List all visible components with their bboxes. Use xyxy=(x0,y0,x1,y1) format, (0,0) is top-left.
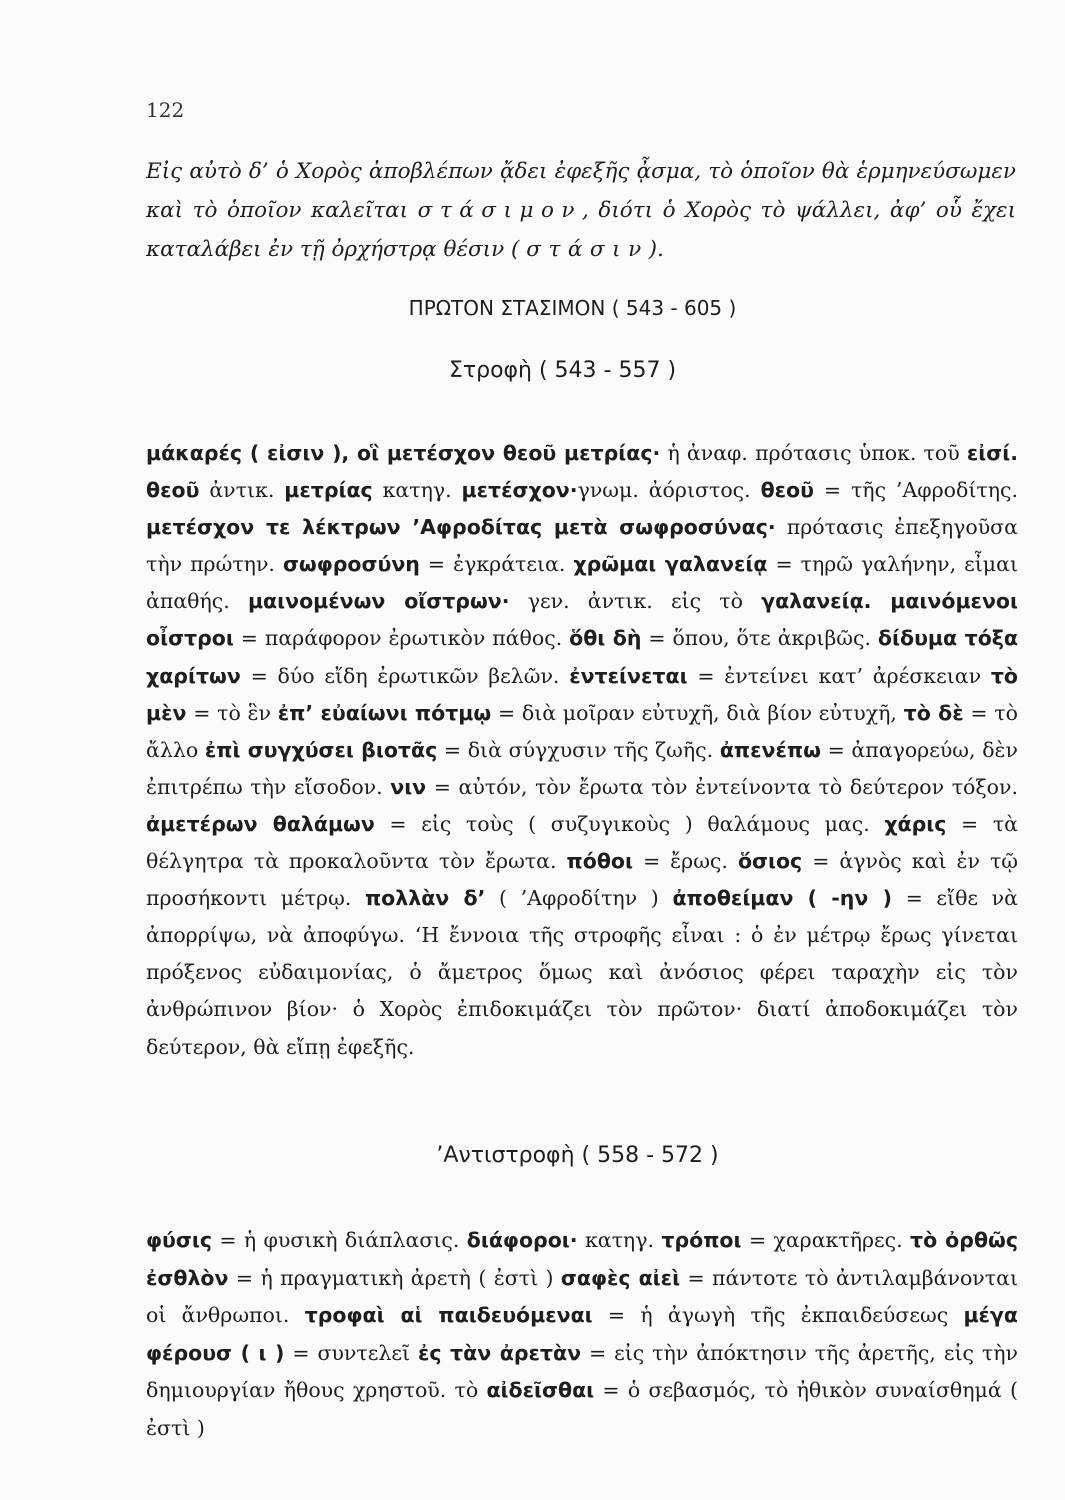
lemma: τὸ ὀρθῶς ἐσθλὸν xyxy=(146,1228,1018,1290)
lemma: θεοῦ xyxy=(760,478,814,503)
lemma: ὅθι δὴ xyxy=(569,626,642,651)
gloss: = ἡ φυσικὴ διάπλασις. xyxy=(211,1228,467,1252)
gloss: κατηγ. xyxy=(577,1228,662,1252)
gloss: = πάντοτε τὸ ἀντιλαμβάνονται οἱ ἄνθρωποι. xyxy=(146,1265,1018,1327)
lemma: σωφροσύνη xyxy=(282,552,420,577)
gloss: = τῆς ’Αφροδίτης. xyxy=(814,478,1019,503)
commentary-paragraph xyxy=(146,1222,1018,1447)
intro-text: Εἰς αὐτὸ δ’ ὁ Χορὸς ἀποβλέπων ᾄδει ἐφεξῆς ᾆσμα, τὸ ὁποῖον θὰ ἑρμηνεύσωμεν καὶ τὸ ὁποῖον καλεῖται xyxy=(146,159,1016,223)
page-number: 122 xyxy=(146,98,185,122)
gloss: = ἐντείνει κατ’ ἀρέσκειαν xyxy=(687,663,991,688)
lemma: ἐντείνεται xyxy=(569,663,688,688)
gloss: = παράφορον ἐρωτικὸν πάθος. xyxy=(233,626,570,651)
lemma: πόθοι xyxy=(566,849,633,874)
gloss: = εἰς τὴν ἀπόκτησιν τῆς ἀρετῆς, εἰς τὴν δημιουργίαν ἤθους χρηστοῦ. τὸ xyxy=(146,1340,1018,1402)
lemma: τροφαὶ αἱ παιδευόμεναι xyxy=(304,1303,593,1327)
lemma: φύσις xyxy=(146,1228,212,1252)
gloss: = ἁγνὸς καὶ ἐν τῷ προσήκοντι μέτρῳ. xyxy=(146,849,1019,911)
antistrophe-commentary xyxy=(146,1222,1018,1447)
gloss: ἡ ἀναφ. πρότασις ὑποκ. τοῦ xyxy=(660,441,967,465)
intro-text: , διότι ὁ Χορὸς τὸ ψάλλει, ἀφ’ οὗ ἔχει καταλάβει ἐν τῇ ὀρχήστρᾳ θέσιν ( xyxy=(146,198,1016,262)
lemma: γαλανείᾳ. μαινόμενοι οἶστροι xyxy=(146,589,1018,651)
lemma: μαινομένων οἴστρων· xyxy=(247,589,510,614)
gloss: γνωμ. ἀόριστος. xyxy=(577,478,761,503)
gloss: = δύο εἴδη ἐρωτικῶν βελῶν. xyxy=(240,663,570,688)
gloss: = ἀπαγορεύω, δὲν ἐπιτρέπω τὴν εἴσοδον. xyxy=(146,737,1018,799)
lemma: δίδυμα τόξα χαρίτων xyxy=(146,626,1018,688)
gloss: = εἴθε νὰ ἀπορρίψω, νὰ ἀποφύγω. ‘Η ἔννοια τῆς στροφῆς εἶναι : ὁ ἐν μέτρῳ ἔρως γίνεται πρόξενος εὐδαιμονίας, ὁ ἄμετρος ὅμως καὶ ἀνόσιος φέρει ταραχὴν εἰς τὸν ἀνθρώπινον βίον· ὁ Χορὸς ἐπιδοκιμάζει τὸν πρῶτον· διατί ἀποδοκιμάζει τὸν δεύτερον, θὰ εἴπῃ ἐφεξῆς. xyxy=(146,886,1018,1059)
gloss: ( ’Αφροδίτην ) xyxy=(485,886,673,911)
gloss: = χαρακτῆρες. xyxy=(741,1228,911,1252)
lemma: διάφοροι· xyxy=(466,1228,578,1252)
lemma: ἀποθείμαν ( -ην ) xyxy=(672,886,892,911)
lemma: ἀμετέρων θαλάμων xyxy=(146,811,375,836)
intro-text: ). xyxy=(648,237,664,262)
gloss: = τὸ ἓν xyxy=(186,700,278,725)
gloss: = ἡ ἀγωγὴ τῆς ἐκπαιδεύσεως xyxy=(592,1303,964,1327)
lemma: ὅσιος xyxy=(737,849,803,874)
gloss: = ὅπου, ὅτε ἀκριβῶς. xyxy=(641,626,878,651)
commentary-paragraph xyxy=(146,435,1018,1066)
gloss: = τὸ ἄλλο xyxy=(146,700,1018,762)
gloss: = ὁ σεβασμός, τὸ ἠθικὸν συναίσθημά ( ἐστὶ ) xyxy=(146,1378,1018,1440)
intro-term-stasin: στάσιν xyxy=(526,237,649,262)
lemma: αἰδεῖσθαι xyxy=(486,1378,595,1402)
lemma: μετρίας xyxy=(284,478,373,503)
lemma: νιν xyxy=(390,774,427,799)
lemma: τὸ μὲν xyxy=(146,663,1018,725)
lemma: μετέσχον τε λέκτρων ’Αφροδίτας μετὰ σωφροσύνας· xyxy=(146,515,776,540)
lemma: τρόποι xyxy=(661,1228,742,1252)
gloss: = διὰ σύγχυσιν τῆς ζωῆς. xyxy=(437,737,720,762)
lemma: πολλὰν δ’ xyxy=(364,886,486,911)
gloss: ἀντικ. xyxy=(199,478,285,503)
lemma: μετέσχον· xyxy=(461,478,578,503)
lemma: τὸ δὲ xyxy=(903,700,964,725)
lemma: ἐς τὰν ἀρετὰν xyxy=(417,1340,582,1365)
lemma: χρῶμαι γαλανείᾳ xyxy=(573,552,768,577)
gloss: = ἐγκράτεια. xyxy=(419,552,574,577)
strophe-heading: Στροφὴ ( 543 - 557 ) xyxy=(448,358,677,383)
gloss: κατηγ. xyxy=(372,478,462,503)
lemma: σαφὲς αἰεὶ xyxy=(560,1265,681,1290)
gloss: = συντελεῖ xyxy=(284,1340,418,1365)
gloss: = αὐτόν, τὸν ἔρωτα τὸν ἐντείνοντα τὸ δεύτερον τόξον. xyxy=(426,774,1018,799)
lemma: ἀπενέπω xyxy=(719,737,821,762)
gloss: = ἡ πραγματικὴ ἀρετὴ ( ἐστὶ ) xyxy=(228,1265,561,1290)
intro-term-stasimon: στάσιμον xyxy=(417,198,583,223)
stasimon-heading: ΠΡΩΤΟΝ ΣΤΑΣΙΜΟΝ ( 543 - 605 ) xyxy=(408,296,737,320)
strophe-commentary xyxy=(146,435,1018,1066)
gloss: πρότασις ἐπεξηγοῦσα τὴν πρώτην. xyxy=(146,515,1018,577)
lemma: μέγα φέρουσ ( ι ) xyxy=(146,1303,1018,1365)
gloss: = ἔρως. xyxy=(632,849,738,874)
gloss: = τηρῶ γαλήνην, εἶμαι ἀπαθής. xyxy=(146,552,1018,614)
lemma: χάρις xyxy=(884,811,947,836)
lemma: μάκαρές ( εἰσιν ), οἳ μετέσχον θεοῦ μετρίας· xyxy=(146,441,661,465)
antistrophe-heading: ’Αντιστροφὴ ( 558 - 572 ) xyxy=(436,1143,719,1168)
gloss: = τὰ θέλγητρα τὰ προκαλοῦντα τὸν ἔρωτα. xyxy=(146,811,1018,874)
intro-paragraph xyxy=(146,152,1016,269)
gloss: = εἰς τοὺς ( συζυγικοὺς ) θαλάμους μας. xyxy=(374,811,885,836)
gloss: = διὰ μοῖραν εὐτυχῆ, διὰ βίον εὐτυχῆ, xyxy=(491,700,904,725)
lemma: ἐπὶ συγχύσει βιοτᾶς xyxy=(204,737,438,762)
lemma: εἰσί. θεοῦ xyxy=(146,441,1018,503)
lemma: ἐπ’ εὐαίωνι πότμῳ xyxy=(277,700,492,725)
gloss: γεν. ἀντικ. εἰς τὸ xyxy=(509,589,762,614)
